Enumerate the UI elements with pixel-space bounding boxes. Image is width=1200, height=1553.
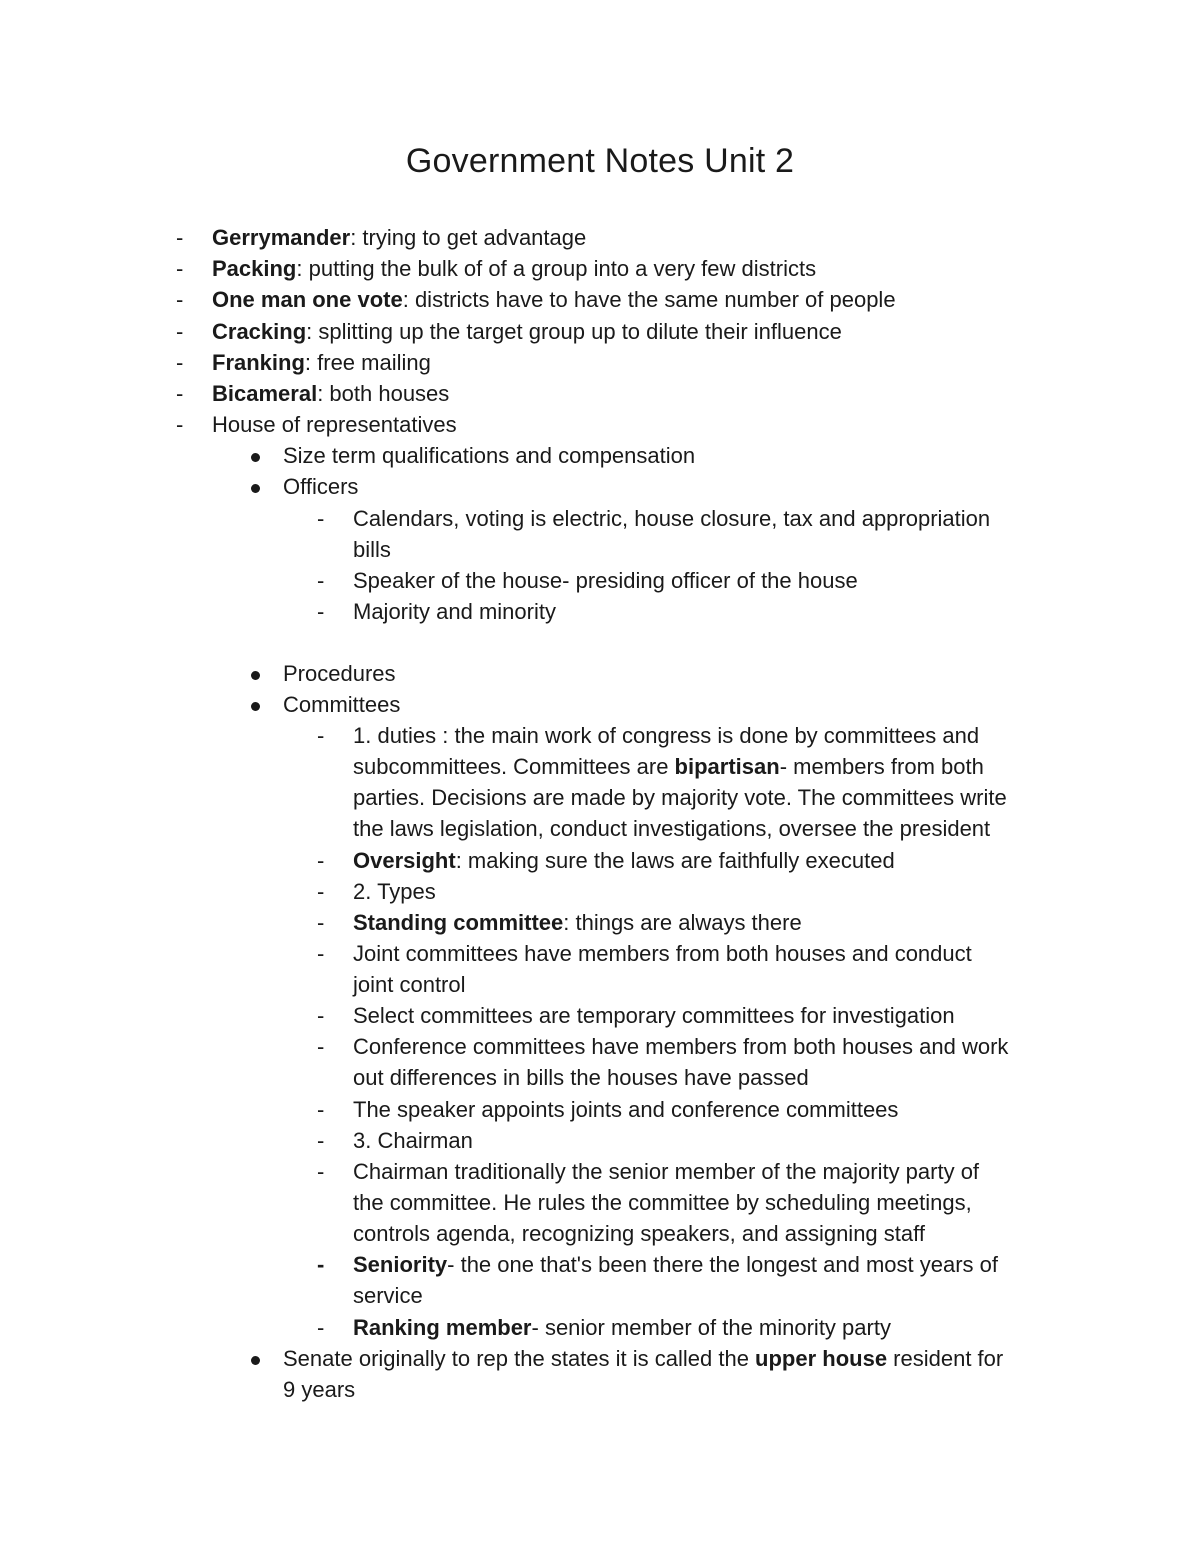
document-title: Government Notes Unit 2 — [405, 142, 795, 180]
duties-line-2 — [353, 751, 984, 782]
conference-committees-line-2: out differences in bills the houses have passed — [353, 1065, 809, 1090]
committees-heading: Committees — [283, 692, 401, 717]
term-label: Standing committee — [353, 910, 564, 935]
term-label: Packing — [212, 256, 297, 281]
bullet-icon — [251, 484, 260, 493]
dash-marker: - — [176, 256, 184, 281]
oversight-item — [353, 845, 895, 876]
conference-committees-line-1: Conference committees have members from both houses and work — [353, 1034, 1009, 1059]
term-label: Ranking member — [353, 1315, 532, 1340]
bullet-icon — [251, 702, 260, 711]
chairman-line-2: the committee. He rules the committee by scheduling meetings, — [353, 1190, 972, 1215]
dash-marker: - — [176, 319, 184, 344]
term-definition: : splitting up the target group up to dilute their influence — [306, 319, 842, 344]
term-definition: : districts have to have the same number of people — [402, 287, 896, 312]
term-definition: - senior member of the minority party — [531, 1315, 891, 1340]
officers-item-majority: Majority and minority — [353, 599, 556, 624]
senate-text: resident for — [887, 1346, 1004, 1371]
officers-heading: Officers — [283, 474, 359, 499]
ranking-member-item — [353, 1312, 891, 1343]
select-committees-item: Select committees are temporary committees for investigation — [353, 1003, 955, 1028]
officers-item-speaker: Speaker of the house- presiding officer of the house — [353, 568, 858, 593]
duties-line-4: the laws legislation, conduct investigations, oversee the president — [353, 816, 991, 841]
dash-marker: - — [176, 225, 184, 250]
term-definition: - the one that's been there the longest and most years of — [447, 1252, 999, 1277]
chairman-line-1: Chairman traditionally the senior member of the majority party of — [353, 1159, 980, 1184]
term-definition: : putting the bulk of of a group into a very few districts — [296, 256, 817, 281]
seniority-line-1 — [353, 1249, 998, 1280]
term-packing — [212, 253, 816, 284]
procedures-heading: Procedures — [283, 661, 396, 686]
dash-marker: - — [317, 723, 325, 748]
term-one-man-one-vote — [212, 284, 896, 315]
dash-marker: - — [317, 1003, 325, 1028]
term-definition: : making sure the laws are faithfully executed — [455, 848, 895, 873]
chairman-heading: 3. Chairman — [353, 1128, 473, 1153]
bullet-icon — [251, 671, 260, 680]
term-label: Seniority — [353, 1252, 448, 1277]
types-heading: 2. Types — [353, 879, 436, 904]
house-size-term: Size term qualifications and compensation — [283, 443, 696, 468]
dash-marker: - — [317, 1128, 325, 1153]
joint-committees-line-2: joint control — [353, 972, 466, 997]
term-cracking — [212, 316, 842, 347]
bipartisan-term: bipartisan — [674, 754, 780, 779]
dash-marker: - — [176, 381, 184, 406]
term-bicameral — [212, 378, 449, 409]
term-label: Bicameral — [212, 381, 318, 406]
dash-marker: - — [317, 1252, 325, 1277]
dash-marker: - — [317, 1315, 325, 1340]
dash-marker: - — [176, 412, 184, 437]
dash-marker: - — [176, 350, 184, 375]
dash-marker: - — [317, 848, 325, 873]
dash-marker: - — [317, 879, 325, 904]
chairman-line-3: controls agenda, recognizing speakers, and assigning staff — [353, 1221, 925, 1246]
duties-text: subcommittees. Committees are — [353, 754, 675, 779]
senate-text: Senate originally to rep the states it is called the — [283, 1346, 756, 1371]
term-label: One man one vote — [212, 287, 403, 312]
dash-marker: - — [317, 599, 325, 624]
term-franking — [212, 347, 431, 378]
term-label: Cracking — [212, 319, 307, 344]
seniority-line-2: service — [353, 1283, 423, 1308]
term-gerrymander — [212, 222, 586, 253]
upper-house-term: upper house — [755, 1346, 888, 1371]
senate-line-2: 9 years — [283, 1377, 356, 1402]
joint-committees-line-1: Joint committees have members from both houses and conduct — [353, 941, 972, 966]
term-definition: : both houses — [317, 381, 450, 406]
term-label: Franking — [212, 350, 305, 375]
speaker-appoints-item: The speaker appoints joints and conference committees — [353, 1097, 899, 1122]
dash-marker: - — [317, 1034, 325, 1059]
dash-marker: - — [317, 568, 325, 593]
duties-line-3: parties. Decisions are made by majority vote. The committees write — [353, 785, 1007, 810]
house-heading: House of representatives — [212, 412, 457, 437]
standing-committee-item — [353, 907, 802, 938]
officers-item-calendars: Calendars, voting is electric, house closure, tax and appropriation — [353, 506, 991, 531]
dash-marker: - — [317, 1097, 325, 1122]
dash-marker: - — [176, 287, 184, 312]
duties-text: - members from both — [779, 754, 984, 779]
officers-item-calendars-cont: bills — [353, 537, 391, 562]
dash-marker: - — [317, 1159, 325, 1184]
bullet-icon — [251, 453, 260, 462]
dash-marker: - — [317, 910, 325, 935]
duties-line-1: 1. duties : the main work of congress is done by committees and — [353, 723, 980, 748]
senate-line-1 — [283, 1343, 1003, 1374]
term-label: Gerrymander — [212, 225, 351, 250]
bullet-icon — [251, 1356, 260, 1365]
term-definition: : trying to get advantage — [350, 225, 587, 250]
term-label: Oversight — [353, 848, 456, 873]
term-definition: : free mailing — [304, 350, 431, 375]
term-definition: : things are always there — [563, 910, 802, 935]
dash-marker: - — [317, 506, 325, 531]
dash-marker: - — [317, 941, 325, 966]
